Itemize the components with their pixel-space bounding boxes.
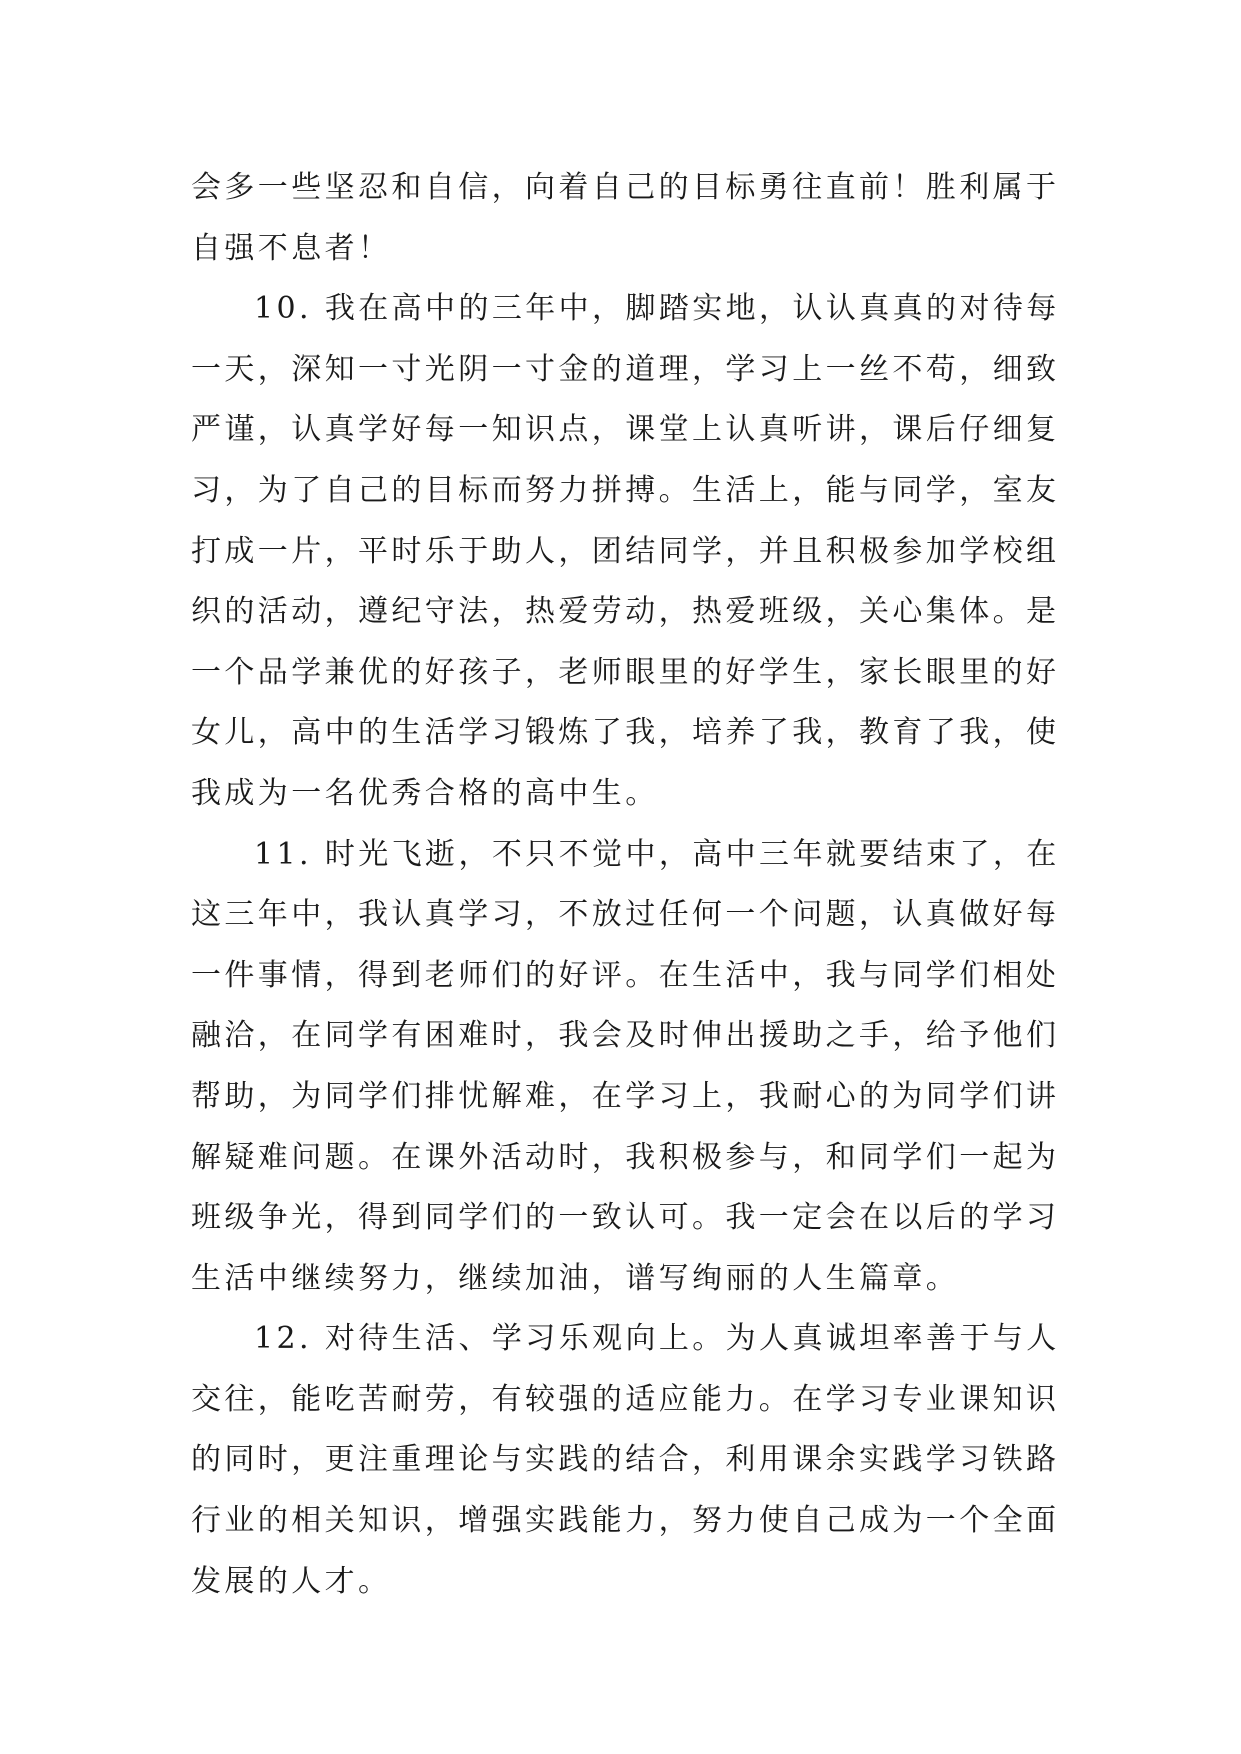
paragraph-line: 女儿，高中的生活学习锻炼了我，培养了我，教育了我，使 [191, 715, 1060, 751]
paragraph-line: 一天，深知一寸光阴一寸金的道理，学习上一丝不苟，细致 [191, 351, 1060, 387]
paragraph-line: 织的活动，遵纪守法，热爱劳动，热爱班级，关心集体。是 [191, 594, 1060, 630]
paragraph-line: 发展的人才。 [191, 1563, 392, 1599]
paragraph-line: 行业的相关知识，增强实践能力，努力使自己成为一个全面 [191, 1503, 1060, 1539]
paragraph-line: 交往，能吃苦耐劳，有较强的适应能力。在学习专业课知识 [191, 1381, 1060, 1417]
paragraph-line: 会多一些坚忍和自信，向着自己的目标勇往直前！胜利属于 [191, 170, 1060, 205]
paragraph-line: 12. 对待生活、学习乐观向上。为人真诚坦率善于与人 [254, 1321, 1060, 1357]
document-body [191, 158, 1060, 1612]
paragraph-line: 这三年中，我认真学习，不放过任何一个问题，认真做好每 [191, 897, 1060, 933]
paragraph-line: 一件事情，得到老师们的好评。在生活中，我与同学们相处 [191, 957, 1060, 993]
paragraph-line: 帮助，为同学们排忧解难，在学习上，我耐心的为同学们讲 [191, 1078, 1060, 1114]
paragraph-line: 的同时，更注重理论与实践的结合，利用课余实践学习铁路 [191, 1442, 1060, 1478]
paragraph-9-continuation [191, 158, 1060, 279]
paragraph-10 [191, 279, 1060, 824]
paragraph-line: 自强不息者！ [191, 230, 392, 266]
paragraph-line: 一个品学兼优的好孩子，老师眼里的好学生，家长眼里的好 [191, 654, 1060, 690]
paragraph-line: 10. 我在高中的三年中，脚踏实地，认认真真的对待每 [254, 291, 1060, 327]
paragraph-line: 班级争光，得到同学们的一致认可。我一定会在以后的学习 [191, 1200, 1060, 1236]
paragraph-11 [191, 825, 1060, 1310]
paragraph-line: 严谨，认真学好每一知识点，课堂上认真听讲，课后仔细复 [191, 412, 1060, 448]
paragraph-line: 生活中继续努力，继续加油，谱写绚丽的人生篇章。 [191, 1260, 960, 1296]
paragraph-line: 解疑难问题。在课外活动时，我积极参与，和同学们一起为 [191, 1139, 1060, 1175]
paragraph-line: 11. 时光飞逝，不只不觉中，高中三年就要结束了，在 [254, 836, 1060, 872]
paragraph-line: 习，为了自己的目标而努力拼搏。生活上，能与同学，室友 [191, 472, 1060, 508]
paragraph-line: 融洽，在同学有困难时，我会及时伸出援助之手，给予他们 [191, 1018, 1060, 1054]
paragraph-line: 打成一片，平时乐于助人，团结同学，并且积极参加学校组 [191, 533, 1060, 569]
paragraph-line: 我成为一名优秀合格的高中生。 [191, 775, 659, 811]
paragraph-12 [191, 1309, 1060, 1612]
